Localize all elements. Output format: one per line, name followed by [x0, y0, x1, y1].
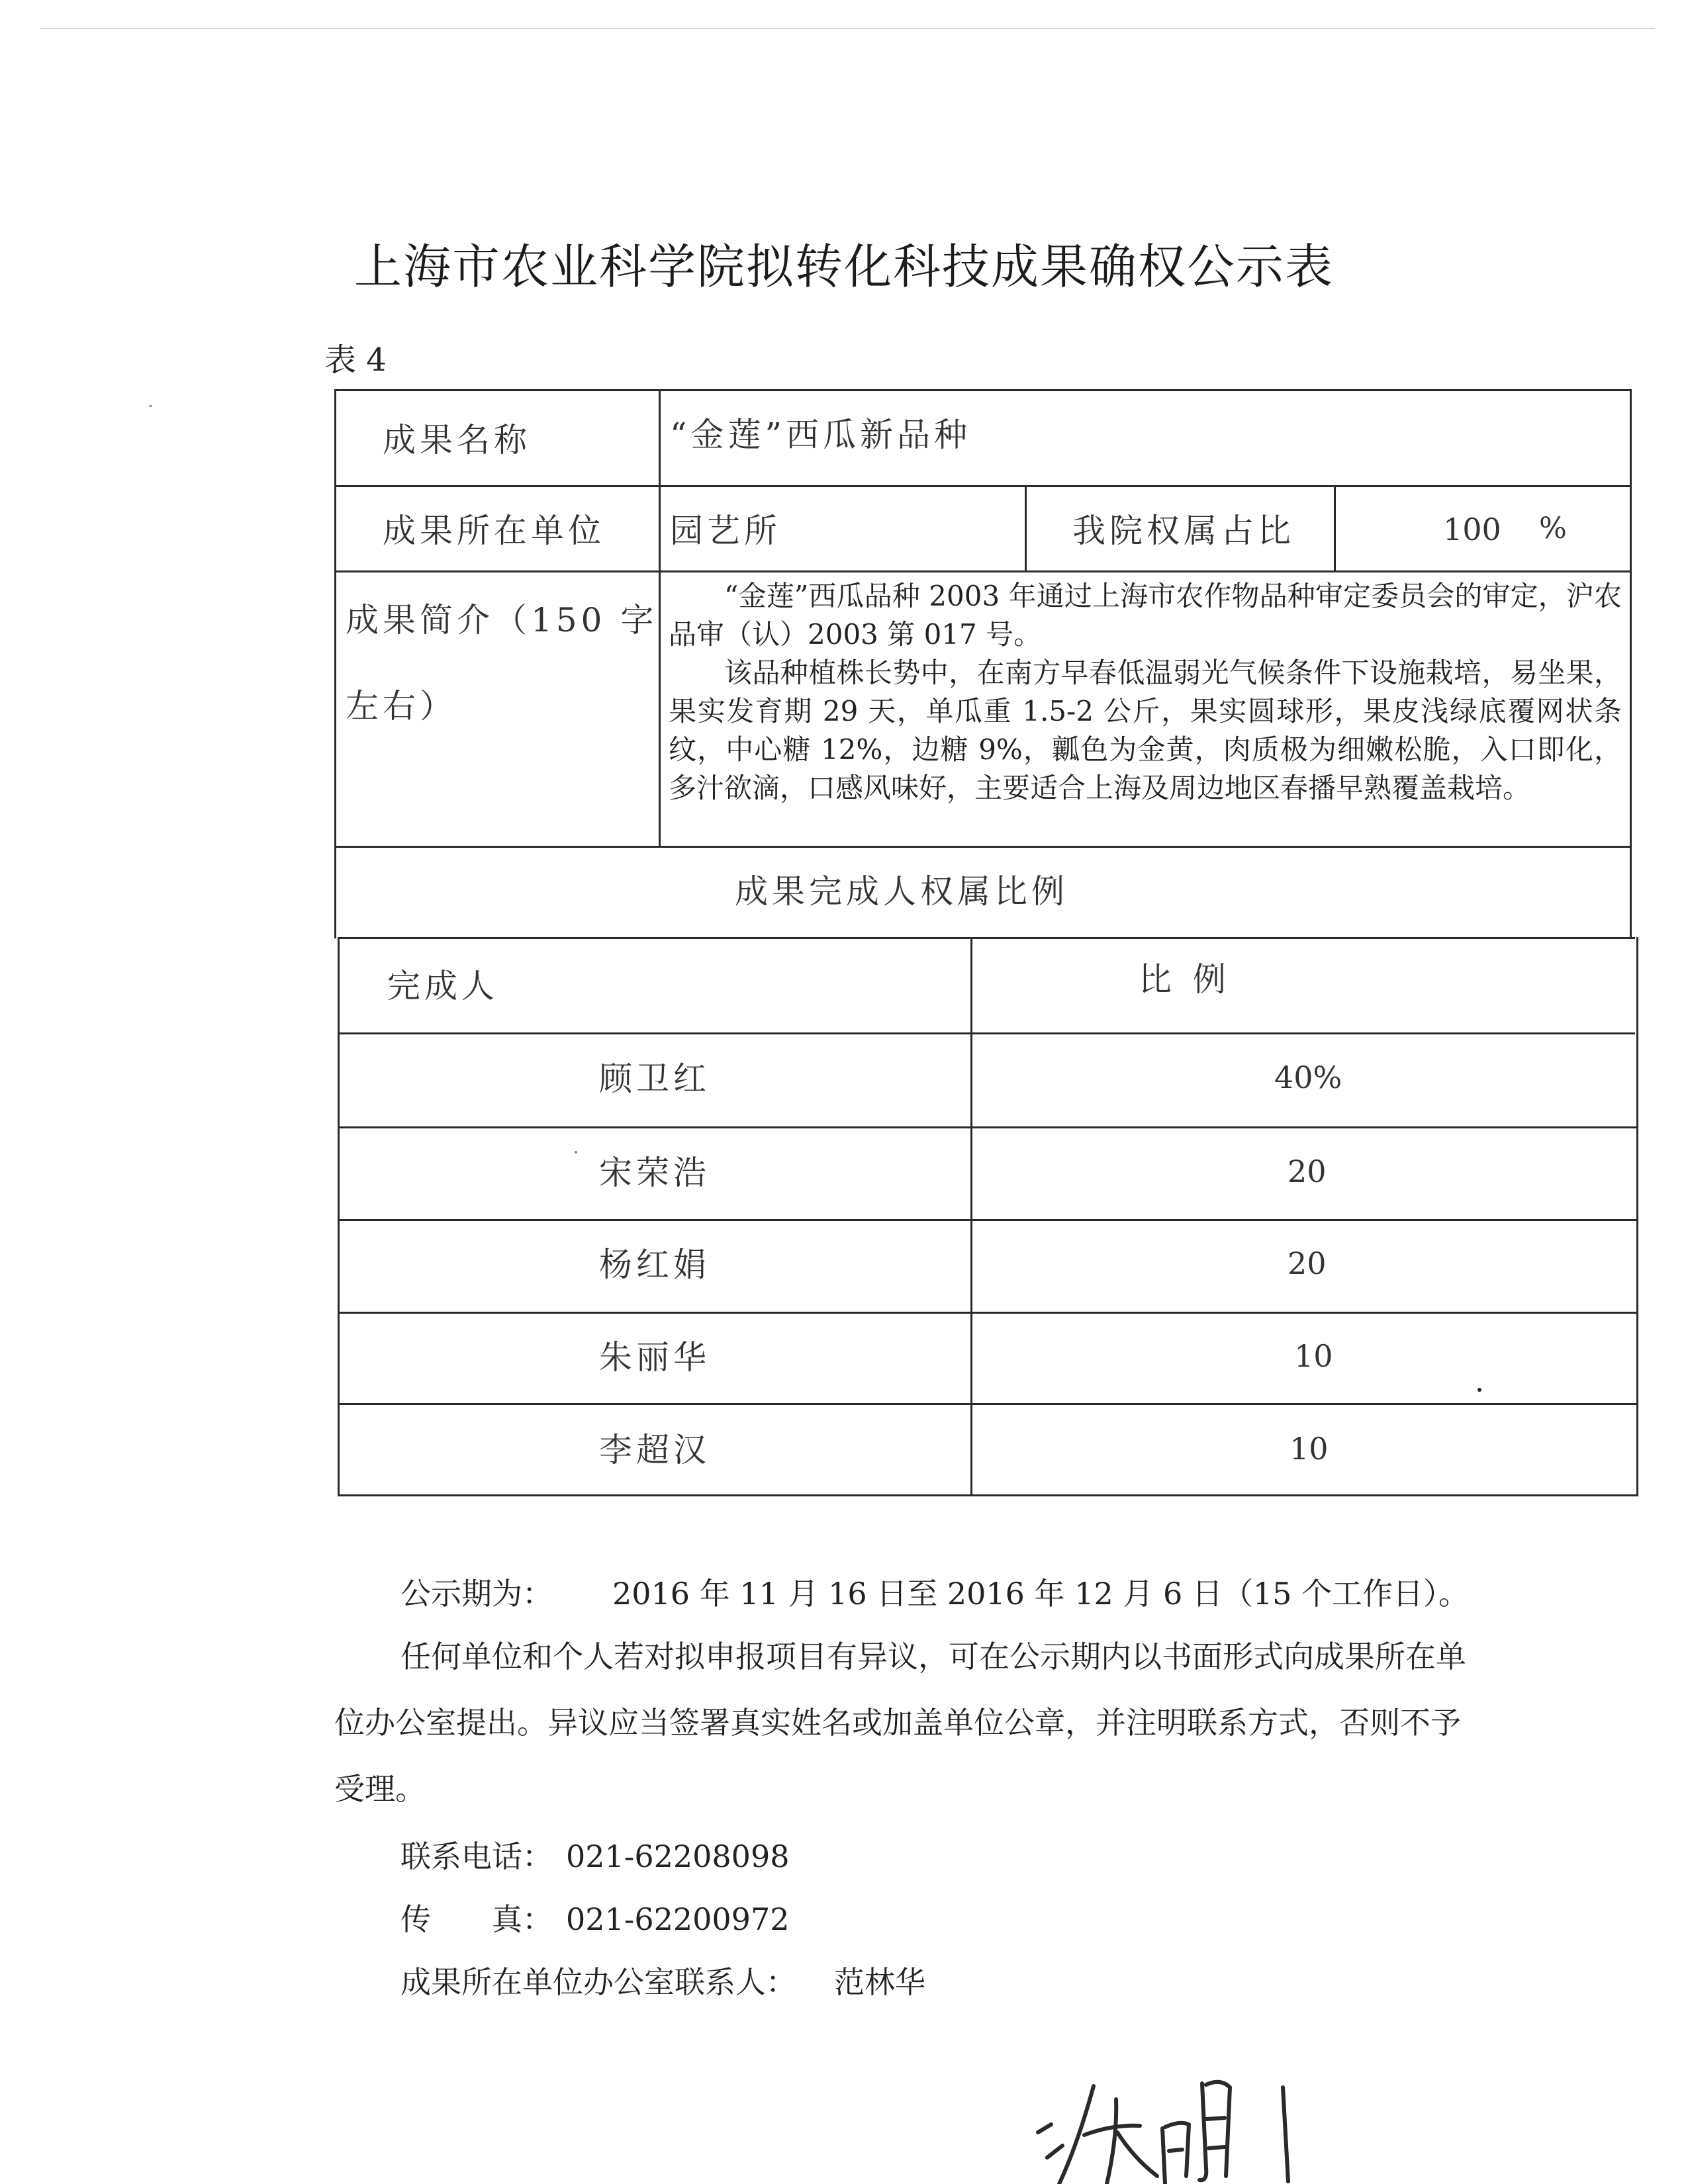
handwritten-signature — [1033, 2058, 1364, 2184]
table-row-name: 李超汉 — [599, 1431, 710, 1469]
summary-text — [669, 577, 1622, 807]
ownership-share-value: 100 — [1443, 512, 1501, 547]
table-row-name: 宋荣浩 — [599, 1154, 710, 1192]
notice-period-label: 公示期为： — [400, 1576, 553, 1612]
table-row-name: 朱丽华 — [599, 1338, 710, 1377]
ownership-share-unit: % — [1539, 512, 1567, 545]
table-row-ratio: 20 — [1288, 1246, 1327, 1281]
summary-paragraph: 该品种植株长势中，在南方早春低温弱光气候条件下设施栽培，易坐果，果实发育期 29 天，单瓜重 1.5-2 公斤，果实圆球形，果皮浅绿底覆网状条纹，中心糖 12%，边糖 9%，瓤色为金黄，肉质极为细嫩松脆，入口即化，多汁欲滴，口感风味好，主要适合上海及周边地区春播早熟覆盖栽培。 — [669, 657, 1622, 804]
achievement-name-value: “金莲”西瓜新品种 — [670, 416, 972, 454]
fax-label: 传 真： — [400, 1901, 553, 1937]
scan-edge — [40, 28, 1655, 29]
unit-label: 成果所在单位 — [383, 512, 605, 550]
objection-paragraph — [334, 1623, 1489, 1822]
scan-speck — [149, 405, 152, 407]
ownership-section-title: 成果完成人权属比例 — [735, 872, 1068, 911]
achievement-name-label: 成果名称 — [383, 421, 531, 459]
table-row-ratio: 20 — [1288, 1154, 1327, 1189]
scan-speck — [575, 1151, 577, 1154]
phone-label: 联系电话： — [400, 1839, 553, 1874]
table-row-name: 顾卫红 — [599, 1060, 710, 1098]
table-row-name: 杨红娟 — [599, 1246, 710, 1284]
objection-text: 任何单位和个人若对拟申报项目有异议，可在公示期内以书面形式向成果所在单位办公室提出。异议应当签署真实姓名或加盖单位公章，并注明联系方式，否则不予受理。 — [334, 1639, 1466, 1807]
notice-period-text: 2016 年 11 月 16 日至 2016 年 12 月 6 日（15 个工作日）。 — [612, 1576, 1469, 1612]
column-header-ratio: 比 例 — [1139, 960, 1231, 999]
summary-label-continued: 左右） — [346, 687, 457, 725]
fax-number: 021-62200972 — [566, 1901, 790, 1937]
office-contact-name: 范林华 — [834, 1964, 925, 2000]
scan-speck — [1477, 1388, 1481, 1392]
table-row-ratio: 10 — [1294, 1338, 1333, 1374]
table-number: 表 4 — [324, 341, 387, 379]
office-contact-label: 成果所在单位办公室联系人： — [400, 1964, 796, 2000]
table-row-ratio: 10 — [1289, 1431, 1329, 1467]
phone-number: 021-62208098 — [566, 1839, 790, 1874]
summary-paragraph: “金莲”西瓜品种 2003 年通过上海市农作物品种审定委员会的审定，沪农品审（认）2003 第 017 号。 — [669, 580, 1622, 651]
column-header-person: 完成人 — [387, 967, 498, 1005]
table-row-ratio: 40% — [1274, 1060, 1342, 1095]
summary-label: 成果简介（150 字 — [346, 601, 658, 639]
page-title: 上海市农业科学院拟转化科技成果确权公示表 — [353, 239, 1334, 295]
unit-value: 园艺所 — [670, 512, 781, 550]
ownership-share-label: 我院权属占比 — [1072, 512, 1295, 550]
